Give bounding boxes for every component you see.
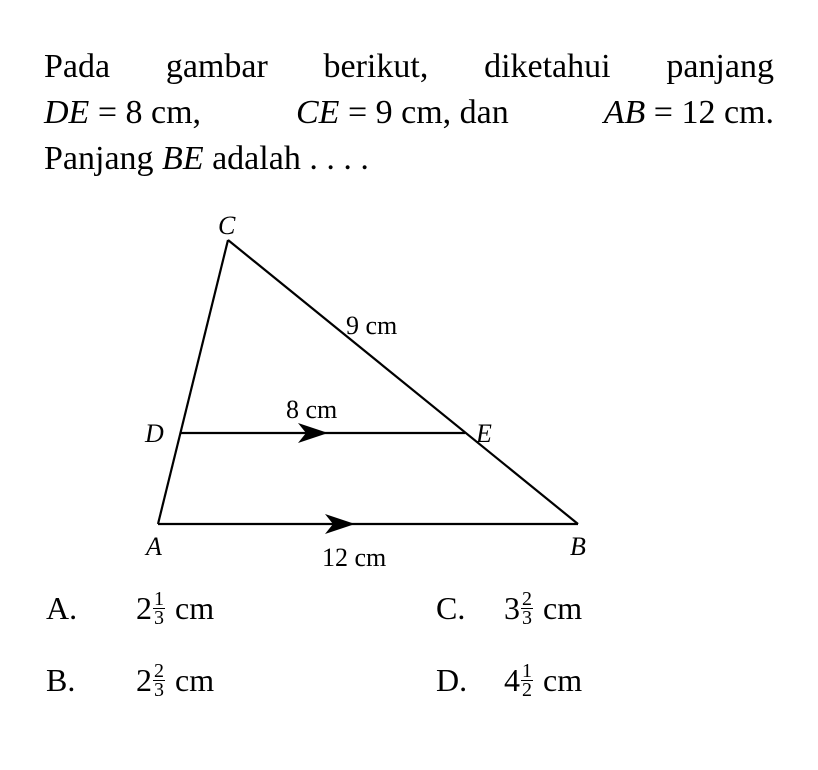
var-ce: CE (296, 94, 340, 131)
option-fraction (153, 590, 165, 627)
option-letter: B. (46, 662, 76, 698)
word: panjang (666, 48, 774, 85)
var-ab: AB (603, 94, 646, 131)
word: gambar (165, 48, 268, 85)
option-a[interactable] (46, 590, 214, 627)
fraction-numerator: 2 (154, 660, 164, 682)
prefix: Panjang (44, 140, 154, 177)
point-a-label: A (146, 532, 162, 561)
point-e-label: E (476, 419, 492, 448)
option-fraction (521, 662, 533, 699)
option-unit: cm (175, 590, 215, 626)
suffix: adalah . . . . (212, 140, 369, 177)
label-ce: 9 cm (346, 311, 398, 340)
fraction-denominator: 2 (522, 679, 532, 701)
fraction-numerator: 2 (522, 588, 532, 610)
option-whole: 2 (136, 662, 152, 698)
option-unit: cm (543, 590, 583, 626)
fraction-denominator: 3 (522, 607, 532, 629)
point-d-label: D (145, 419, 164, 448)
option-fraction (153, 662, 165, 699)
label-de: 8 cm (286, 395, 338, 424)
value-ce: = 9 cm, dan (347, 94, 509, 131)
option-whole: 3 (504, 590, 520, 626)
side-ca (158, 240, 228, 524)
option-unit: cm (175, 662, 215, 698)
word: berikut, (323, 48, 429, 85)
fraction-denominator: 3 (154, 607, 164, 629)
option-letter: D. (436, 662, 468, 698)
word: diketahui (484, 48, 611, 85)
option-fraction (521, 590, 533, 627)
fraction-denominator: 3 (154, 679, 164, 701)
option-whole: 4 (504, 662, 520, 698)
option-b[interactable] (46, 662, 214, 699)
fraction-numerator: 1 (522, 660, 532, 682)
point-c-label: C (218, 211, 236, 240)
option-unit: cm (543, 662, 583, 698)
fraction-numerator: 1 (154, 588, 164, 610)
option-whole: 2 (136, 590, 152, 626)
value-ab: = 12 cm. (653, 94, 774, 131)
option-d[interactable] (436, 662, 582, 699)
option-c[interactable] (436, 590, 582, 627)
var-be: BE (162, 140, 204, 177)
side-cb (228, 240, 578, 524)
value-de: = 8 cm, (97, 94, 202, 131)
point-b-label: B (570, 532, 586, 561)
option-letter: C. (436, 590, 466, 626)
word: Pada (44, 48, 111, 85)
label-ab: 12 cm (322, 543, 387, 572)
option-letter: A. (46, 590, 78, 626)
var-de: DE (44, 94, 90, 131)
